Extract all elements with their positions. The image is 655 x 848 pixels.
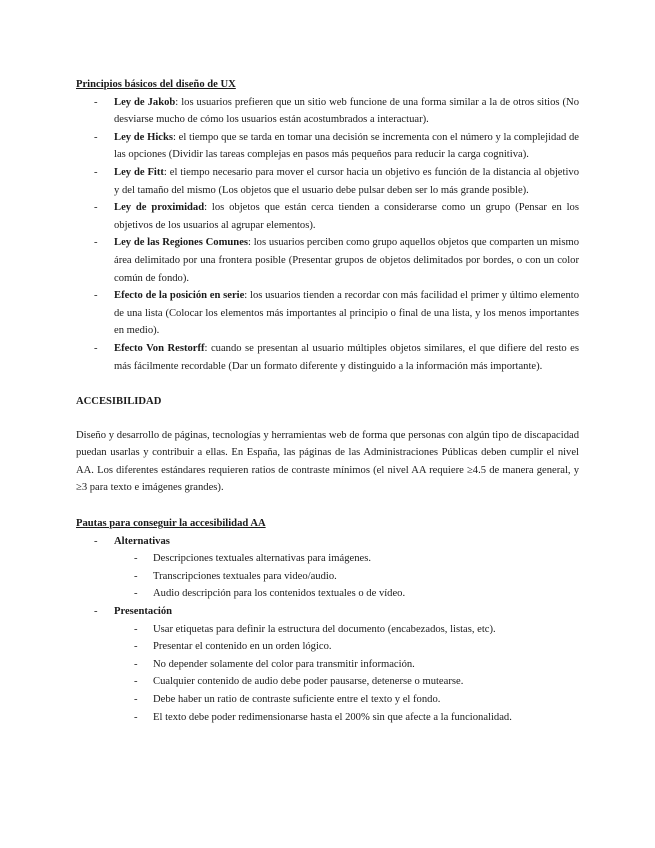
law-term: Ley de Jakob xyxy=(114,96,176,108)
law-description: : el tiempo que se tarda en tomar una decisión se incrementa con el número y la complejidad de las opciones (Dividir las tareas complejas en pasos más pequeños para reducir la carga cognitiva). xyxy=(114,131,579,161)
list-item: - No depender solamente del color para transmitir información. xyxy=(76,656,579,674)
list-item: - El texto debe poder redimensionarse hasta el 200% sin que afecte a la funcionalidad. xyxy=(76,709,579,727)
list-item xyxy=(76,164,579,199)
ux-principles-list xyxy=(76,94,579,376)
guideline-group-label: Presentación xyxy=(114,606,173,618)
alternativas-sublist xyxy=(76,550,579,603)
list-item xyxy=(76,340,579,375)
list-item xyxy=(76,234,579,287)
accessibility-paragraph: Diseño y desarrollo de páginas, tecnologías y herramientas web de forma que personas con algún tipo de discapacidad puedan usarlas y contribuir a ellas. En España, las páginas de las Administraciones Públicas deben cumplir el nivel AA. Los diferentes estándares requieren ratios de contraste mínimos (el nivel AA requiere ≥4.5 de manera general, y ≥3 para texto e imágenes grandes). xyxy=(76,429,579,494)
list-item xyxy=(76,287,579,340)
law-description: : los usuarios perciben como grupo aquellos objetos que comparten un mismo área delimitado por una frontera posible (Presentar grupos de objetos delimitados por bordes, o con un color común de fondo). xyxy=(114,237,579,284)
aa-guidelines-list-continued xyxy=(76,603,579,621)
law-description: : el tiempo necesario para mover el cursor hacia un objetivo es función de la distancia al objetivo y del tamaño del mismo (Los objetos que el usuario debe pulsar deben ser lo más grande posible). xyxy=(114,166,579,196)
list-item: - Transcripciones textuales para video/audio. xyxy=(76,568,579,586)
law-term: Ley de Hicks xyxy=(114,131,173,143)
aa-guidelines-list xyxy=(76,533,579,551)
guideline-group-alternativas xyxy=(76,533,579,551)
list-item: - Usar etiquetas para definir la estructura del documento (encabezados, listas, etc). xyxy=(76,621,579,639)
list-item xyxy=(76,199,579,234)
ux-principles-heading: Principios básicos del diseño de UX xyxy=(76,79,236,90)
guideline-group-presentacion xyxy=(76,603,579,621)
presentacion-sublist xyxy=(76,621,579,727)
law-term: Ley de Fitt xyxy=(114,166,164,178)
accessibility-heading: ACCESIBILIDAD xyxy=(76,396,162,408)
guideline-group-label: Alternativas xyxy=(114,535,170,547)
list-item: - Descripciones textuales alternativas para imágenes. xyxy=(76,550,579,568)
list-item: - Debe haber un ratio de contraste suficiente entre el texto y el fondo. xyxy=(76,691,579,709)
law-description: : los objetos que están cerca tienden a considerarse como un grupo (Pensar en los objetivos de los usuarios al agrupar elementos). xyxy=(114,202,579,231)
law-description: : cuando se presentan al usuario múltiples objetos similares, el que difiere del resto es más fácilmente recordable (Dar un formato diferente y distinguido a la información más importante). xyxy=(114,342,579,372)
list-item xyxy=(76,129,579,164)
law-description: : los usuarios prefieren que un sitio web funcione de una forma similar a la de otros sitios (No desviarse mucho de cómo los usuarios están acostumbrados a interactuar). xyxy=(114,96,579,126)
list-item: - Presentar el contenido en un orden lógico. xyxy=(76,638,579,656)
law-term: Efecto de la posición en serie xyxy=(114,290,245,302)
list-item: - Cualquier contenido de audio debe poder pausarse, detenerse o mutearse. xyxy=(76,673,579,691)
list-item: - Audio descripción para los contenidos textuales o de vídeo. xyxy=(76,585,579,603)
law-description: : los usuarios tienden a recordar con más facilidad el primer y último elemento de una lista (Colocar los elementos más importantes al principio o final de una lista, y los menos importantes en medio). xyxy=(114,290,579,337)
aa-guidelines-heading: Pautas para conseguir la accesibilidad AA xyxy=(76,518,266,530)
law-term: Efecto Von Restorff xyxy=(114,342,205,354)
list-item xyxy=(76,94,579,129)
law-term: Ley de proximidad xyxy=(114,202,205,214)
law-term: Ley de las Regiones Comunes xyxy=(114,237,249,249)
